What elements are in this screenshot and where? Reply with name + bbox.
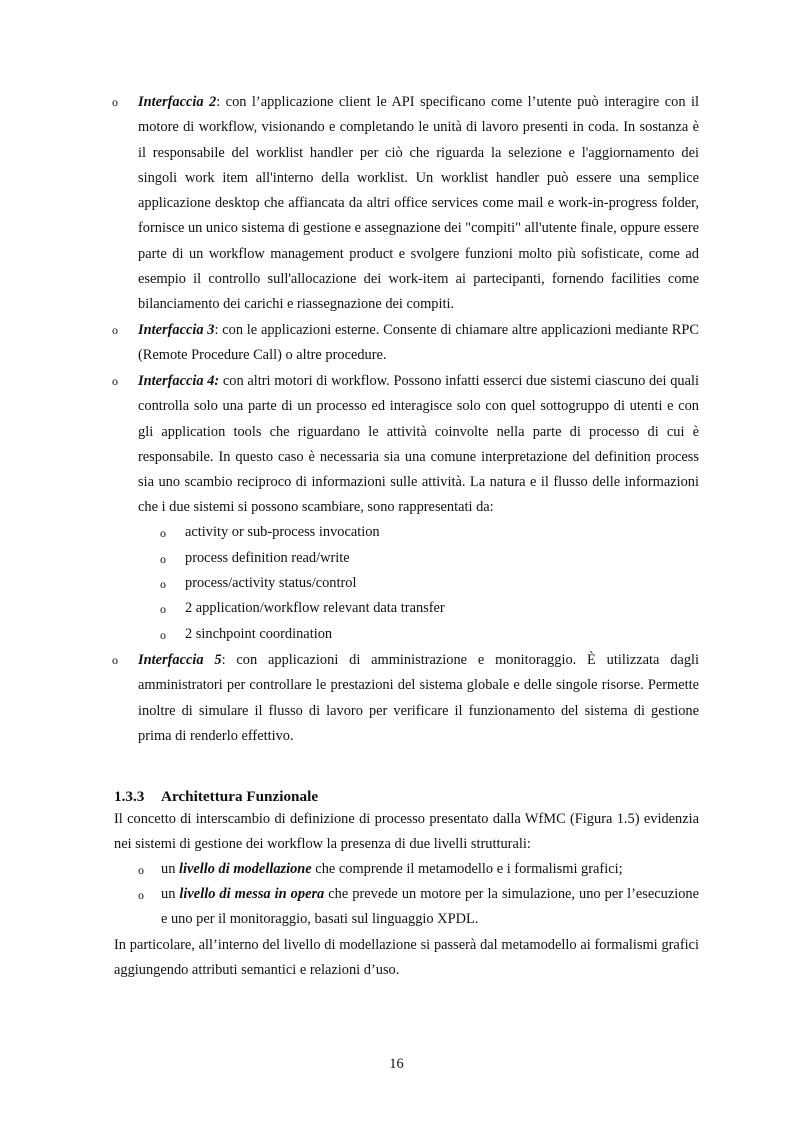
bullet-marker: o	[112, 653, 118, 667]
level-item-2	[161, 882, 699, 933]
sub-item-1: activity or sub-process invocation	[185, 524, 380, 540]
sub-bullet-marker: o	[160, 552, 166, 566]
interface-4-text: con altri motori di workflow. Possono infatti esserci due sistemi ciascuno dei quali controlla solo una parte di un processo ed interagisce solo con quel sottogruppo di utenti e con gli application tools che riguardano le attività coinvolte nella parte di processo di cui è responsabile. In questo caso è necessaria sia una comune interpretazione del definition process sia uno scambio reciproco di informazioni sulle attività. La natura e il flusso delle informazioni che i due sistemi si possono scambiare, sono rappresentati da:	[138, 373, 699, 516]
interface-4-label: Interfaccia 4:	[138, 373, 220, 389]
interface-2-label: Interfaccia 2	[138, 94, 217, 110]
interface-2-text: : con l’applicazione client le API specificano come l’utente può interagire con il motore di workflow, visionando e completando le unità di lavoro presenti in coda. In sostanza è il responsabile del worklist handler per ciò che riguarda la selezione e l'aggiornamento dei singoli work item all'interno della worklist. Un worklist handler può essere una semplice applicazione desktop che affiancata da altri office services come mail e work-in-progress folder, fornisce un unico sistema di gestione e assegnazione dei "compiti" all'utente finale, oppure essere parte di un workflow management product e svolgere funzioni molto più sofisticate, come ad esempio il controllo sull'allocazione dei work-item ai partecipanti, fornendo facilities come bilanciamento dei carichi e riassegnazione dei compiti.	[138, 94, 700, 313]
level-2-post: che prevede un motore per la simulazione, uno per l’esecuzione e uno per il monitoraggio, basati sul linguaggio XPDL.	[161, 886, 699, 928]
level-1-term: livello di modellazione	[179, 861, 312, 877]
interface-3-paragraph	[138, 318, 699, 369]
page-number: 16	[389, 1056, 404, 1072]
interface-5-label: Interfaccia 5	[138, 652, 222, 668]
interface-4-paragraph	[138, 369, 699, 521]
section-number: 1.3.3	[114, 788, 145, 805]
bullet-marker: o	[138, 888, 144, 902]
level-1-post: che comprende il metamodello e i formalismi grafici;	[311, 861, 623, 877]
interface-5-paragraph	[138, 648, 699, 749]
bullet-marker: o	[112, 95, 118, 109]
level-2-pre: un	[161, 886, 180, 902]
section-title: Architettura Funzionale	[161, 788, 319, 805]
bullet-marker: o	[138, 863, 144, 877]
bullet-marker: o	[112, 323, 118, 337]
level-2-term: livello di messa in opera	[179, 886, 325, 902]
level-item-1	[161, 857, 699, 882]
section-intro-paragraph: Il concetto di interscambio di definizione di processo presentato dalla WfMC (Figura 1.5) evidenzia nei sistemi di gestione dei workflow la presenza di due livelli strutturali:	[114, 811, 699, 853]
interface-5-text: : con applicazioni di amministrazione e monitoraggio. È utilizzata dagli amministratori per controllare le prestazioni del sistema globale e delle singole risorse. Permette inoltre di simulare il flusso di lavoro per verificare il funzionamento del sistema di gestione prima di renderlo effettivo.	[138, 652, 700, 744]
sub-item-5: 2 sinchpoint coordination	[185, 626, 333, 642]
sub-bullet-marker: o	[160, 602, 166, 616]
sub-bullet-marker: o	[160, 577, 166, 591]
sub-bullet-marker: o	[160, 628, 166, 642]
sub-item-4: 2 application/workflow relevant data transfer	[185, 600, 445, 616]
sub-bullet-marker: o	[160, 526, 166, 540]
interface-3-label: Interfaccia 3	[138, 322, 215, 338]
sub-item-3: process/activity status/control	[185, 575, 357, 591]
bullet-marker: o	[112, 374, 118, 388]
level-1-pre: un	[161, 861, 179, 877]
conclusion-paragraph: In particolare, all’interno del livello di modellazione si passerà dal metamodello ai formalismi grafici aggiungendo attributi semantici e relazioni d’uso.	[114, 937, 699, 979]
interface-2-paragraph	[138, 90, 699, 318]
interface-3-text: : con le applicazioni esterne. Consente di chiamare altre applicazioni mediante RPC (Remote Procedure Call) o altre procedure.	[138, 322, 699, 364]
sub-item-2: process definition read/write	[185, 550, 350, 566]
section-heading	[114, 788, 318, 806]
